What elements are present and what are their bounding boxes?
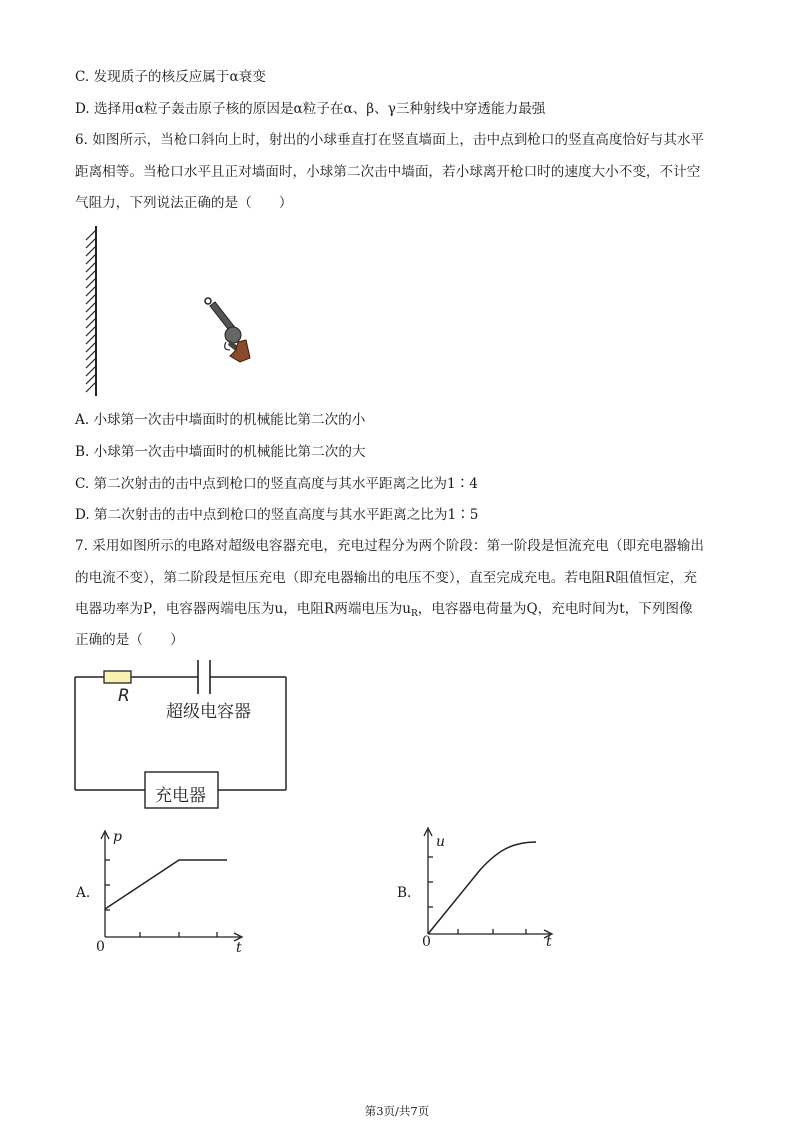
graph-a-x-label: t bbox=[236, 940, 242, 956]
charger-label: 充电器 bbox=[155, 786, 206, 806]
graph-a-option-label: A. bbox=[76, 885, 91, 901]
graph-b-x-label: t bbox=[546, 934, 552, 950]
q5-option-d: D. 选择用α粒子轰击原子核的原因是α粒子在α、β、γ三种射线中穿透能力最强 bbox=[75, 101, 546, 117]
ball-icon bbox=[205, 298, 211, 304]
q6-stem-line-1: 6. 如图所示，当枪口斜向上时，射出的小球垂直打在竖直墙面上，击中点到枪口的竖直高度恰好与其水平 bbox=[75, 132, 705, 148]
resistor-label: R bbox=[118, 686, 130, 706]
graph-a-y-label: p bbox=[113, 829, 122, 845]
q6-option-d: D. 第二次射击的击中点到枪口的竖直高度与其水平距离之比为1∶5 bbox=[75, 507, 479, 523]
q7-stem-line-2: 的电流不变），第二阶段是恒压充电（即充电器输出的电压不变），直至完成充电。若电阻R阻值恒定，充 bbox=[75, 570, 697, 586]
q6-stem-line-2: 距离相等。当枪口水平且正对墙面时，小球第二次击中墙面，若小球离开枪口时的速度大小不变，不计空 bbox=[75, 164, 701, 180]
graph-b-origin: 0 bbox=[422, 934, 431, 950]
q6-option-a: A. 小球第一次击中墙面时的机械能比第二次的小 bbox=[75, 412, 366, 428]
q6-stem-line-3: 气阻力，下列说法正确的是（ ） bbox=[75, 195, 293, 211]
q7-stem-line-3: 电器功率为P，电容器两端电压为u，电阻R两端电压为$u_R$，电容器电荷量为Q，充电时间为t，下列图像 bbox=[75, 601, 693, 619]
resistor-symbol bbox=[104, 671, 131, 683]
q5-option-c: C. 发现质子的核反应属于α衰变 bbox=[75, 69, 266, 85]
capacitor-label: 超级电容器 bbox=[166, 702, 251, 722]
q6-option-c: C. 第二次射击的击中点到枪口的竖直高度与其水平距离之比为1∶4 bbox=[75, 476, 478, 492]
q7-stem-line-4: 正确的是（ ） bbox=[75, 632, 184, 648]
wall-and-gun-figure bbox=[80, 222, 280, 402]
charging-circuit-diagram bbox=[70, 655, 295, 815]
graph-a-curve bbox=[105, 860, 227, 909]
q7-stem-line-1: 7. 采用如图所示的电路对超级电容器充电，充电过程分为两个阶段：第一阶段是恒流充电（即充电器输出 bbox=[75, 538, 705, 554]
graph-b-curve bbox=[428, 842, 536, 934]
graph-a-origin: 0 bbox=[96, 939, 105, 955]
q6-option-b: B. 小球第一次击中墙面时的机械能比第二次的大 bbox=[75, 444, 366, 460]
graph-b-y-label: u bbox=[436, 834, 446, 850]
vertical-wall bbox=[86, 226, 96, 396]
page-footer: 第3页/共7页 bbox=[364, 1104, 430, 1118]
capacitor-symbol bbox=[198, 660, 210, 694]
graph-b-option-label: B. bbox=[397, 885, 412, 901]
revolver-icon bbox=[210, 302, 250, 362]
